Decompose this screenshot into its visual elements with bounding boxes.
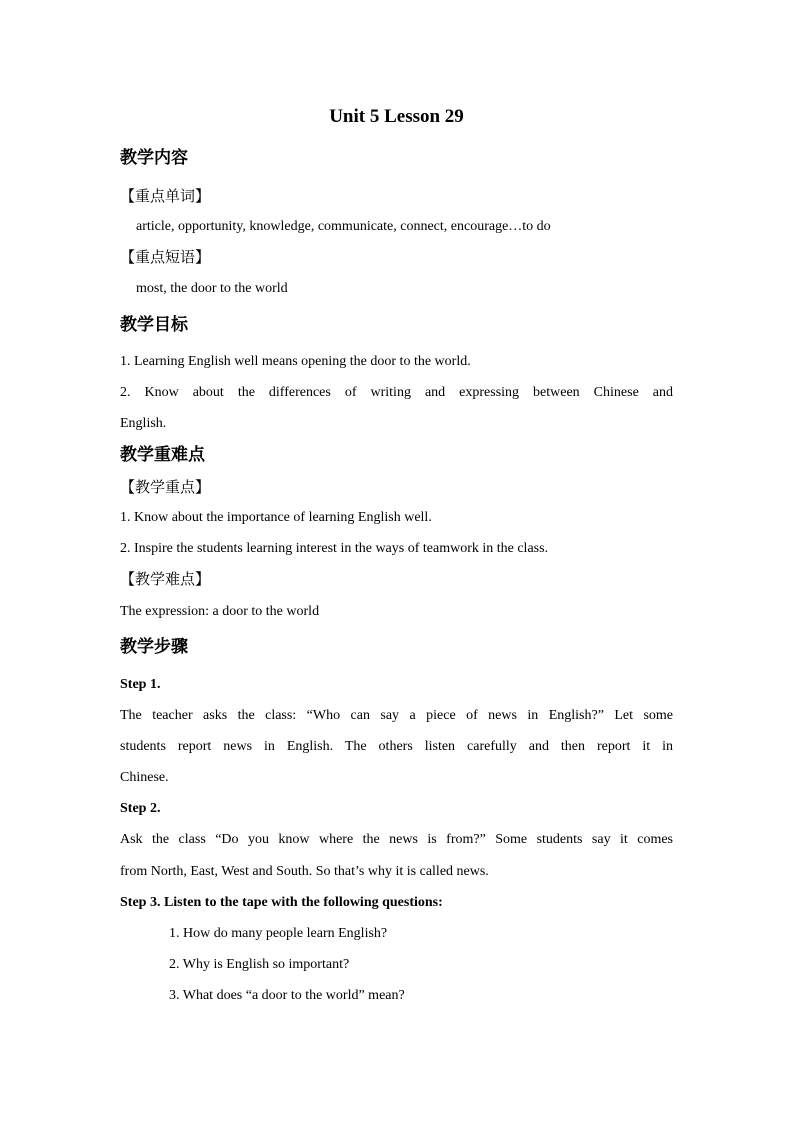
content-heading: 教学内容	[120, 148, 188, 168]
page-title: Unit 5 Lesson 29	[329, 106, 464, 127]
step-1-line-2: students report news in English. The others listen carefully and then report it in	[120, 739, 673, 754]
steps-heading: 教学步骤	[120, 637, 188, 657]
step-1-line-1: The teacher asks the class: “Who can say a piece of news in English?” Let some	[120, 708, 673, 723]
step-3-question-2: 2. Why is English so important?	[169, 957, 350, 972]
step-2-label: Step 2.	[120, 801, 161, 816]
step-3-question-1: 1. How do many people learn English?	[169, 926, 388, 941]
objective-item-2-line-2: English.	[120, 416, 167, 431]
objective-item-2-line-1: 2. Know about the differences of writing and expressing between Chinese and	[120, 385, 673, 400]
teaching-focus-item-1: 1. Know about the importance of learning English well.	[120, 510, 432, 525]
objective-item-1: 1. Learning English well means opening the door to the world.	[120, 354, 471, 369]
key-phrases-text: most, the door to the world	[136, 281, 288, 296]
objectives-heading: 教学目标	[120, 315, 188, 335]
step-2-line-2: from North, East, West and South. So that’s why it is called news.	[120, 864, 489, 879]
key-phrases-label: 【重点短语】	[120, 248, 211, 266]
step-1-line-3: Chinese.	[120, 770, 169, 785]
teaching-focus-label: 【教学重点】	[120, 478, 211, 496]
teaching-focus-item-2: 2. Inspire the students learning interest in the ways of teamwork in the class.	[120, 541, 549, 556]
step-3-label: Step 3. Listen to the tape with the following questions:	[120, 895, 443, 910]
step-3-question-3: 3. What does “a door to the world” mean?	[169, 988, 405, 1003]
step-1-label: Step 1.	[120, 677, 161, 692]
teaching-difficulty-label: 【教学难点】	[120, 570, 211, 588]
teaching-difficulty-text: The expression: a door to the world	[120, 604, 320, 619]
step-2-line-1: Ask the class “Do you know where the news is from?” Some students say it comes	[120, 832, 673, 847]
key-words-label: 【重点单词】	[120, 187, 211, 205]
key-points-heading: 教学重难点	[120, 445, 205, 465]
key-words-text: article, opportunity, knowledge, communicate, connect, encourage…to do	[136, 219, 551, 234]
